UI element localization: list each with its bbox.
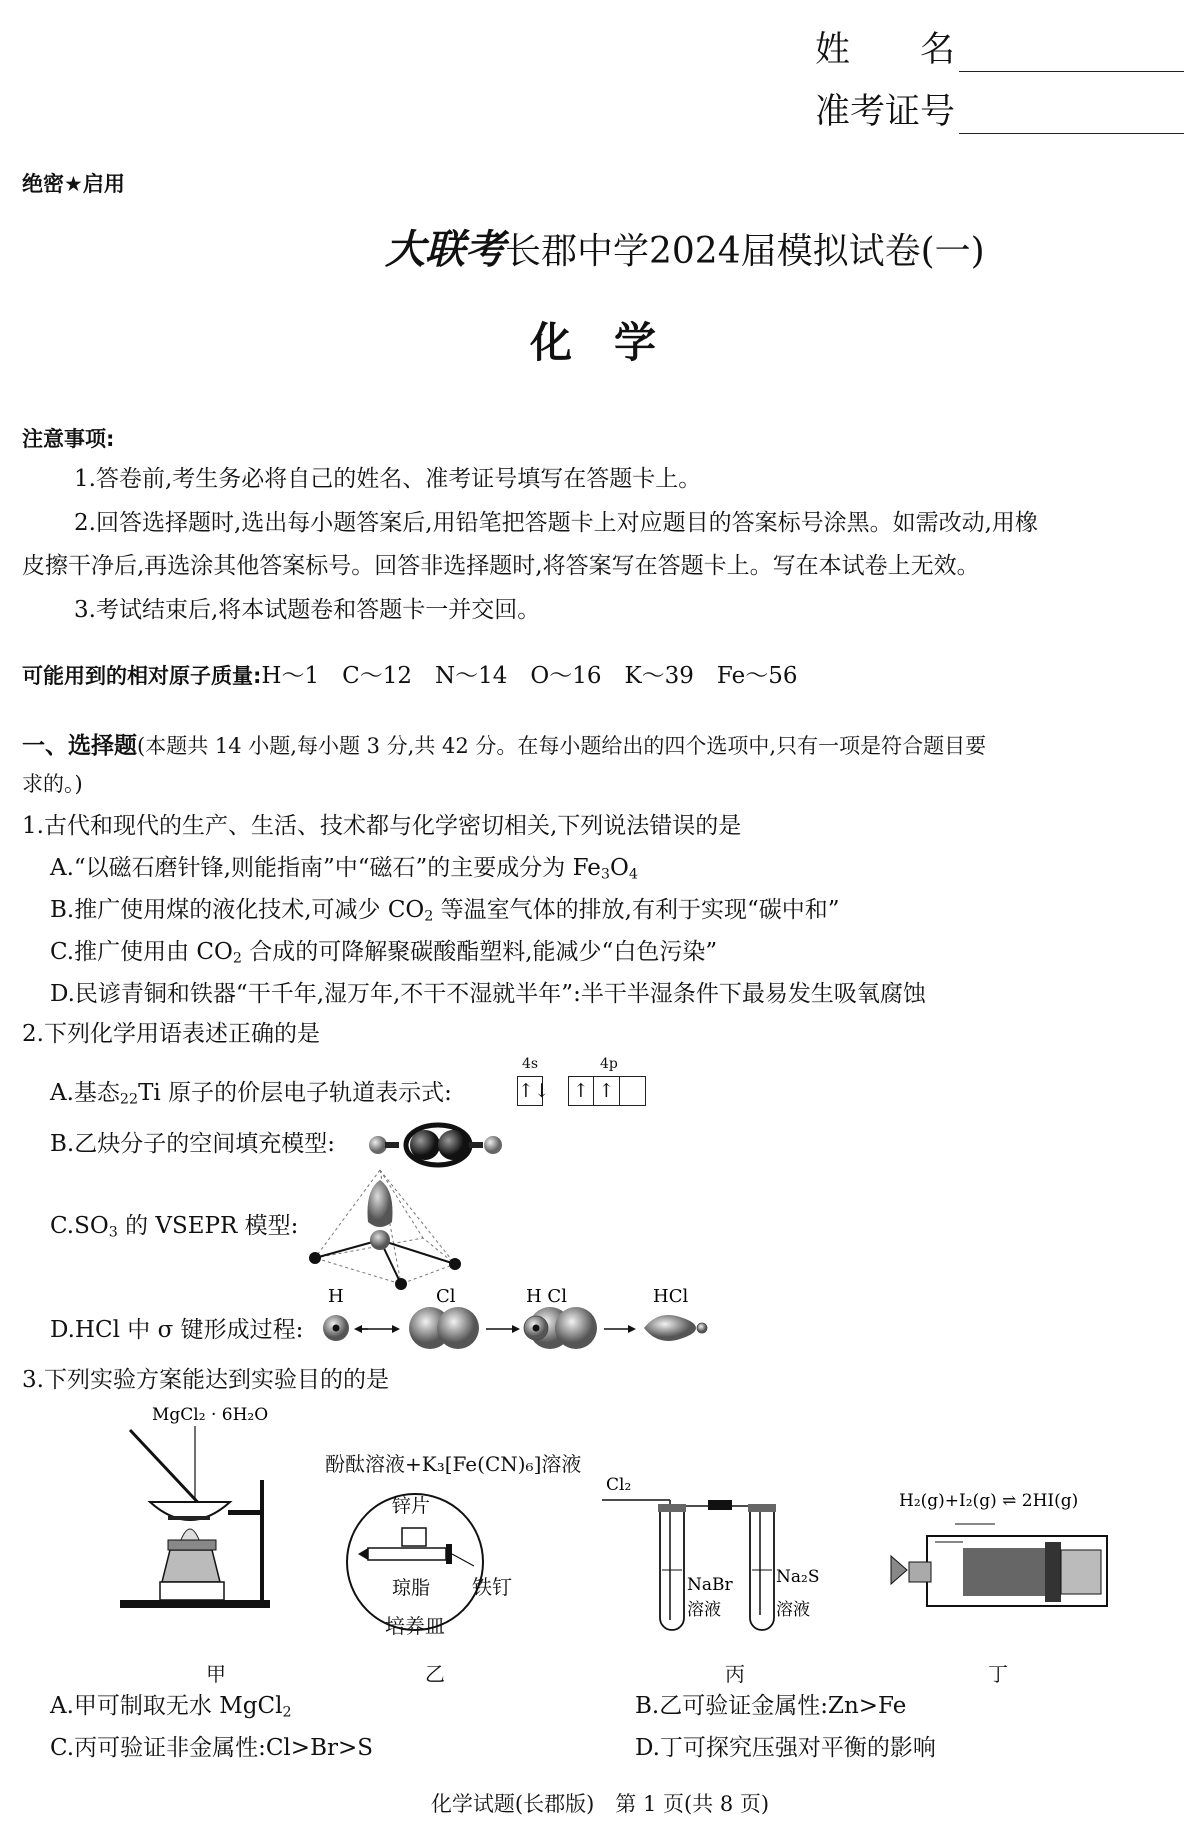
bing-na2s-label: Na₂S: [776, 1567, 820, 1587]
q2-stem: 2.下列化学用语表述正确的是: [22, 1021, 320, 1047]
c-atom-left: [410, 1130, 440, 1160]
s-atom: [370, 1230, 390, 1250]
caption-jia: 甲: [206, 1662, 226, 1686]
figure-ding-syringe: [855, 1478, 1125, 1608]
id-label: 准考证号: [815, 92, 956, 132]
q2-option-d: D.HCl 中 σ 键形成过程:: [50, 1317, 304, 1343]
bing-sol1-label: 溶液: [687, 1600, 721, 1620]
q2-option-a: A.基态$_{22}$Ti 原子的价层电子轨道表示式:: [50, 1080, 452, 1108]
q3-option-a: A.甲可制取无水 MgCl$_2$: [50, 1693, 292, 1721]
notice-item-2a: 2.回答选择题时,选出每小题答案后,用铅笔把答题卡上对应题目的答案标号涂黑。如需改动,用橡: [74, 510, 1038, 536]
candidate-name-field: [815, 22, 1184, 72]
figure-bing-halogen: [600, 1470, 830, 1645]
orbital-4s-box: ↑↓: [517, 1076, 543, 1106]
jia-label: MgCl₂ · 6H₂O: [152, 1405, 269, 1425]
q1-stem: 1.古代和现代的生产、生活、技术都与化学密切相关,下列说法错误的是: [22, 813, 742, 839]
q3-option-b: B.乙可验证金属性:Zn>Fe: [635, 1693, 907, 1719]
yi-dish-label: 培养皿: [385, 1614, 445, 1638]
yi-nail-label: 铁钉: [472, 1575, 512, 1599]
bing-nabr-label: NaBr: [687, 1575, 733, 1595]
page-footer: 化学试题(长郡版) 第 1 页(共 8 页): [430, 1792, 770, 1816]
name-label: 姓 名: [815, 30, 956, 70]
orbital-4s-label: 4s: [522, 1056, 539, 1072]
hcl-sigma-bond-diagram: [318, 1286, 718, 1352]
notice-heading: 注意事项:: [22, 427, 115, 451]
q3-option-d: D.丁可探究压强对平衡的影响: [635, 1735, 936, 1761]
bing-cl2-label: Cl₂: [606, 1475, 632, 1495]
lone-pair-lobe: [368, 1180, 393, 1227]
secret-mark: 绝密★启用: [22, 172, 125, 196]
label-cl: Cl: [436, 1286, 456, 1307]
section-1-desc-cont: 求的。): [22, 772, 83, 796]
orbital-4p-box-3: [620, 1076, 646, 1106]
candidate-id-field: [815, 84, 1184, 134]
orbital-4p-label: 4p: [600, 1056, 618, 1072]
exam-title: [385, 218, 985, 275]
atomic-mass-values: H～1 C～12 N～14 O～16 K～39 Fe～56: [261, 663, 798, 689]
yi-top-label: 酚酞溶液+K₃[Fe(CN)₆]溶液: [325, 1452, 582, 1476]
notice-item-2b: 皮擦干净后,再选涂其他答案标号。回答非选择题时,将答案写在答题卡上。写在本试卷上无效。: [22, 553, 980, 579]
label-hcl: HCl: [653, 1286, 689, 1307]
caption-bing: 丙: [725, 1662, 745, 1686]
q3-option-c: C.丙可验证非金属性:Cl>Br>S: [50, 1735, 373, 1761]
caption-yi: 乙: [425, 1662, 445, 1686]
q1-option-b: B.推广使用煤的液化技术,可减少 $CO_2$ 等温室气体的排放,有利于实现“碳中和”: [50, 897, 840, 925]
q2-option-b: B.乙炔分子的空间填充模型:: [50, 1131, 335, 1157]
q1-option-a: A.“以磁石磨针锋,则能指南”中“磁石”的主要成分为 $Fe_3O_4$: [50, 855, 638, 883]
section-1-heading: [22, 730, 986, 762]
name-blank: [959, 37, 1184, 72]
notice-item-3: 3.考试结束后,将本试题卷和答题卡一并交回。: [74, 597, 541, 623]
q3-stem: 3.下列实验方案能达到实验目的的是: [22, 1367, 389, 1393]
caption-ding: 丁: [988, 1662, 1008, 1686]
figure-jia-evaporation: [110, 1400, 310, 1640]
q2-option-c: $C.SO_3$ 的 VSEPR 模型:: [50, 1213, 299, 1241]
atomic-mass: [22, 660, 798, 692]
q1-option-c: C.推广使用由 $CO_2$ 合成的可降解聚碳酸酯塑料,能减少“白色污染”: [50, 939, 718, 967]
yi-agar-label: 琼脂: [392, 1577, 431, 1599]
notice-item-1: 1.答卷前,考生务必将自己的姓名、准考证号填写在答题卡上。: [74, 466, 702, 492]
title-text: 长郡中学2024届模拟试卷(一): [505, 231, 985, 272]
ding-equation: H₂(g)+I₂(g) ⇌ 2HI(g): [899, 1491, 1079, 1511]
section-1-title: 一、选择题: [22, 733, 137, 759]
yi-zinc-label: 锌片: [392, 1495, 431, 1517]
h-atom-right: [484, 1136, 502, 1154]
bing-sol2-label: 溶液: [776, 1600, 810, 1620]
orbital-4p-box-1: ↑: [568, 1076, 594, 1106]
h-atom-left: [369, 1136, 387, 1154]
atomic-mass-label: 可能用到的相对原子质量:: [22, 664, 262, 688]
id-blank: [959, 99, 1184, 134]
orbital-4p-box-2: ↑: [594, 1076, 620, 1106]
label-h: H: [328, 1286, 344, 1307]
so3-vsepr-model: [305, 1160, 465, 1300]
brand-logo: 大联考: [385, 226, 505, 273]
label-h-cl: H Cl: [526, 1286, 567, 1307]
q1-option-d: D.民谚青铜和铁器“干千年,湿万年,不干不湿就半年”:半干半湿条件下最易发生吸氧腐蚀: [50, 981, 926, 1007]
subject-title: 化 学: [530, 318, 657, 367]
c-atom-right: [438, 1130, 468, 1160]
section-1-desc: (本题共 14 小题,每小题 3 分,共 42 分。在每小题给出的四个选项中,只有一项是符合题目要: [137, 734, 987, 758]
